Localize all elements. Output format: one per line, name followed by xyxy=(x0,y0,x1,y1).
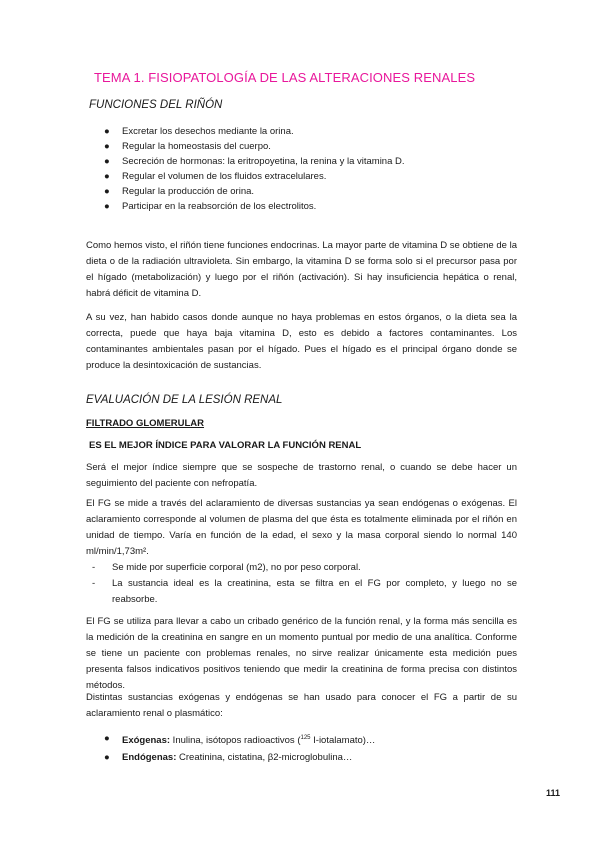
bullet-icon: ● xyxy=(104,156,110,167)
functions-list xyxy=(104,124,434,214)
bullet-icon: ● xyxy=(104,201,110,212)
bullet-icon: ● xyxy=(104,126,110,137)
paragraph-sustancias: Distintas sustancias exógenas y endógenas se han usado para conocer el FG a partir de su aclaramiento renal o plasmático: xyxy=(86,692,517,719)
paragraph-vitamina-d: Como hemos visto, el riñón tiene funciones endocrinas. La mayor parte de vitamina D se obtiene de la dieta o de la radiación ultravioleta. Sin embargo, la vitamina D se forma solo si el precursor pasa por el hígado (metabolización) y luego por el riñón (activación). Si hay insuficiencia hepática o renal, habrá déficit de vitamina D. xyxy=(86,240,517,299)
list-item: ● Endógenas: Creatinina, cistatina, β2-microglobulina… xyxy=(104,749,375,766)
section-heading-evaluacion: EVALUACIÓN DE LA LESIÓN RENAL xyxy=(86,394,283,406)
bullet-icon: ● xyxy=(104,186,110,197)
paragraph-indice: Será el mejor índice siempre que se sospeche de trastorno renal, o cuando se debe hacer un seguimiento del paciente con nefropatía. xyxy=(86,462,517,489)
list-item: ● Regular la producción de orina. xyxy=(104,186,255,197)
paragraph-contaminantes: A su vez, han habido casos donde aunque no haya problemas en estos órganos, o la dieta sea la correcta, puede que haya baja vitamina D, esto es debido a factores contaminantes. Los contaminantes ambientales pasan por el hígado. Pues el hígado es el principal órgano donde se produce la desintoxicación de sustancias. xyxy=(86,312,517,371)
list-item: ● Regular el volumen de los fluidos extracelulares. xyxy=(104,171,327,182)
list-item: ● Excretar los desechos mediante la orina. xyxy=(104,126,294,137)
paragraph-aclaramiento: El FG se mide a través del aclaramiento de diversas sustancias ya sean endógenas o exógenas. El aclaramiento corresponde al volumen de plasma del que ésta es totalmente eliminada por el riñón en unidad de tiempo. Varía en función de la edad, el sexo y la masa corporal siendo lo normal 140 ml/min/1,73m². xyxy=(86,498,517,557)
dash-icon: - xyxy=(92,578,96,589)
subheading-filtrado: FILTRADO GLOMERULAR xyxy=(86,418,205,429)
bullet-icon: ● xyxy=(104,752,110,764)
list-item: ● Regular la homeostasis del cuerpo. xyxy=(104,141,271,152)
dash-icon: - xyxy=(92,562,96,573)
bullet-icon: ● xyxy=(104,141,110,152)
section-heading-funciones: FUNCIONES DEL RIÑÓN xyxy=(89,99,223,111)
bullet-icon: ● xyxy=(104,733,110,744)
list-item: ● Secreción de hormonas: la eritropoyetina, la renina y la vitamina D. xyxy=(104,156,405,167)
page-number: 111 xyxy=(546,788,561,798)
list-item: - La sustancia ideal es la creatinina, esta se filtra en el FG por completo, y luego no se reabsorbe. xyxy=(92,578,517,605)
paragraph-cribado: El FG se utiliza para llevar a cabo un cribado genérico de la función renal, y la forma más sencilla es la medición de la creatinina en sangre en un momento puntual por medio de una analítica. Conforme se tiene un paciente con problemas renales, no sirve realizar únicamente esta medición pues presenta falsos indicativos positivos teniendo que medir la creatinina de forma precisa con distintos métodos. xyxy=(86,616,517,691)
page-title: TEMA 1. FISIOPATOLOGÍA DE LAS ALTERACIONES RENALES xyxy=(94,70,476,85)
list-item: - Se mide por superficie corporal (m2), no por peso corporal. xyxy=(86,560,517,576)
list-item: ● Exógenas: Inulina, isótopos radioactivos ($^{125}$ I-iotalamato)… xyxy=(104,730,375,749)
substances-list xyxy=(104,730,375,766)
list-item: ● Participar en la reabsorción de los electrolitos. xyxy=(104,201,317,212)
bullet-icon: ● xyxy=(104,171,110,182)
subheading-mejor-indice: ES EL MEJOR ÍNDICE PARA VALORAR LA FUNCIÓN RENAL xyxy=(89,440,362,451)
fg-notes-list xyxy=(86,560,517,608)
